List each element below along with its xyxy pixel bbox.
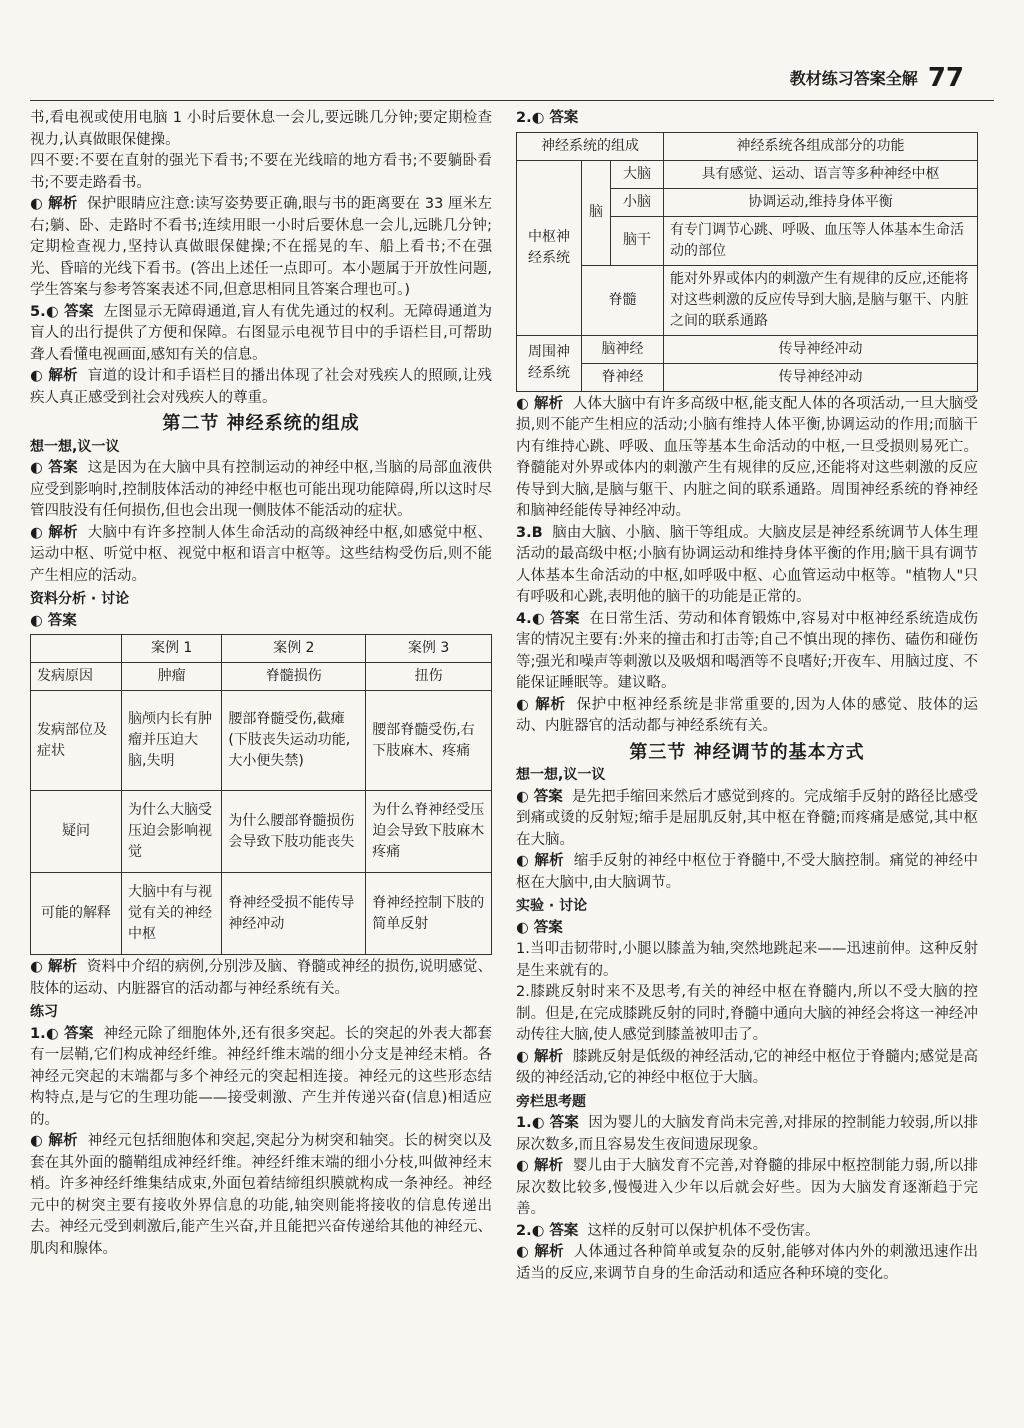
explanation-tag: ◐ 解析 — [516, 1244, 564, 1260]
table-cell: 脑干 — [611, 216, 664, 265]
table-row — [31, 791, 492, 873]
explanation: ◐ 解析 缩手反射的神经中枢位于脊髓中,不受大脑控制。痛觉的神经中枢在大脑中,由大脑调节。 — [516, 853, 979, 891]
table-cell: 中枢神经系统 — [517, 160, 582, 335]
table-cell: 为什么脊神经受压迫会导致下肢麻木疼痛 — [366, 791, 492, 873]
explanation: ◐ 解析 膝跳反射是低级的神经活动,它的神经中枢位于脊髓内;感觉是高级的神经活动,它的神经中枢位于大脑。 — [516, 1048, 979, 1086]
table-cell: 扭伤 — [366, 663, 492, 691]
explanation: ◐ 解析 保护眼睛应注意:读写姿势要正确,眼与书的距离要在 33 厘米左右;躺、卧、走路时不看书;连续用眼一小时后要休息一会儿,远眺几分钟;定期检查视力,坚持认真做眼保健操;不在摇晃的车、船上看书;不在强光、昏暗的光线下看书。(答出上述任一点即可。本小题属于开放性问题,学生答案与参考答案表述不同,但意思相同且答案合理也可。) — [30, 196, 493, 298]
side-question-1-answer: 1.◐ 答案 因为婴儿的大脑发育尚未完善,对排尿的控制能力较弱,所以排尿次数多,而且容易发生夜间遗尿现象。 — [516, 1115, 978, 1153]
table-cell: 腰部脊髓受伤,截瘫(下肢丧失运动功能,大小便失禁) — [222, 691, 366, 791]
list-item: 2.膝跳反射时来不及思考,有关的神经中枢在脊髓内,所以不受大脑的控制。但是,在完成膝跳反射的同时,脊髓中通向大脑的神经会将这一神经冲动传往大脑,使人感觉到膝盖被叩击了。 — [516, 984, 978, 1043]
table-cell: 脊神经受损不能传导神经冲动 — [222, 873, 366, 955]
table-cell: 周围神经系统 — [517, 335, 582, 391]
table-cell: 脊神经 — [582, 363, 664, 391]
explanation-tag: ◐ 解析 — [30, 196, 78, 212]
explanation-tag: ◐ 解析 — [516, 395, 564, 412]
table-header: 案例 3 — [366, 635, 492, 663]
table-cell: 小脑 — [611, 188, 664, 216]
table-cell: 疑问 — [31, 791, 122, 873]
table-cell: 有专门调节心跳、呼吸、血压等人体基本生命活动的部位 — [664, 216, 978, 265]
table-row — [31, 873, 492, 955]
paragraph: 书,看电视或使用电脑 1 小时后要休息一会儿,要远眺几分钟;要定期检查视力,认真做眼保健操。 — [30, 110, 492, 148]
answer-label — [516, 918, 978, 940]
table-row — [517, 363, 978, 391]
table-row — [517, 160, 978, 188]
table-cell: 脑 — [582, 160, 611, 265]
table-cell: 脑颅内长有肿瘤并压迫大脑,失明 — [122, 691, 222, 791]
answer-label — [30, 611, 492, 633]
question-2-label: 2.◐ 答案 — [516, 110, 579, 126]
explanation-tag: ◐ 解析 — [516, 1048, 564, 1065]
paragraph: 四不要:不要在直射的强光下看书;不要在光线暗的地方看书;不要躺卧看书;不要走路看书。 — [30, 153, 492, 191]
answer-tag: ◐ 答案 — [45, 303, 94, 320]
subsection-title: 实验 · 讨论 — [516, 898, 588, 914]
question-4-explanation: ◐ 解析 保护中枢神经系统是非常重要的,因为人体的感觉、肢体的运动、内脏器官的活动都与神经系统有关。 — [516, 696, 979, 734]
subsection-title: 旁栏思考题 — [516, 1093, 586, 1110]
nervous-system-table — [516, 132, 978, 392]
table-row — [517, 335, 978, 363]
table-cell: 传导神经冲动 — [664, 335, 978, 363]
table-cell: 脑神经 — [582, 335, 664, 363]
answer-tag: ◐ 答案 — [45, 1025, 94, 1042]
table-cell: 协调运动,维持身体平衡 — [664, 188, 978, 216]
answer-tag: ◐ 答案 — [30, 612, 77, 629]
table-row — [31, 663, 492, 691]
table-cell: 大脑中有与视觉有关的神经中枢 — [122, 873, 222, 955]
section-title: 第二节 神经系统的组成 — [162, 413, 360, 434]
answer-tag: ◐ 答案 — [531, 1222, 579, 1239]
table-cell: 发病原因 — [31, 663, 122, 691]
answer-tag: ◐ 答案 — [516, 788, 563, 805]
explanation: ◐ 解析 大脑中有许多控制人体生命活动的高级神经中枢,如感觉中枢、运动中枢、听觉中枢、视觉中枢和语言中枢等。这些结构受伤后,则不能产生相应的活动。 — [30, 524, 493, 584]
question-5-answer: 5.◐ 答案 左图显示无障碍通道,盲人有优先通过的权利。无障碍通道为盲人的出行提供了方便和保障。右图显示电视节目中的手语栏目,可帮助聋人看懂电视画面,感知有关的信息。 — [30, 303, 493, 363]
explanation-tag: ◐ 解析 — [516, 1158, 564, 1174]
table-cell: 腰部脊髓受伤,右下肢麻木、疼痛 — [366, 691, 492, 791]
question-5-explanation: ◐ 解析 盲道的设计和手语栏目的播出体现了社会对残疾人的照顾,让残疾人真正感受到社会对残疾人的尊重。 — [30, 368, 493, 406]
table-header: 神经系统各组成部分的功能 — [664, 132, 978, 160]
table-cell: 发病部位及症状 — [31, 691, 122, 791]
question-1-answer: 1.◐ 答案 神经元除了细胞体外,还有很多突起。长的突起的外表大都套有一层鞘,它们构成神经纤维。神经纤维末端的细小分支是神经末梢。各神经元突起的末端都与多个神经元的突起相连接。神经元的这些形态结构特点,是与它的生理功能——接受刺激、产生并传递兴奋(信息)相适应的。 — [30, 1025, 493, 1128]
answer-tag: ◐ 答案 — [30, 460, 78, 476]
question-4-answer: 4.◐ 答案 在日常生活、劳动和体育锻炼中,容易对中枢神经系统造成伤害的情况主要有:外来的撞击和打击等;自己不慎出现的摔伤、磕伤和碰伤等;强光和噪声等刺激以及吸烟和喝酒等不良嗜好;开夜车、用脑过度、不能保证睡眠等。建议略。 — [516, 610, 979, 691]
answer-tag: ◐ 答案 — [531, 610, 580, 627]
explanation-tag: ◐ 解析 — [516, 696, 566, 713]
side-question-1-explanation: ◐ 解析 婴儿由于大脑发育不完善,对脊髓的排尿中枢控制能力弱,所以排尿次数比较多,慢慢进入少年以后就会好些。因为大脑发育逐渐趋于完善。 — [516, 1158, 979, 1217]
section-title: 第三节 神经调节的基本方式 — [629, 741, 865, 763]
table-cell: 脊髓损伤 — [222, 663, 366, 691]
table-cell: 可能的解释 — [31, 873, 122, 955]
answer-tag: ◐ 答案 — [531, 110, 579, 126]
table-cell: 脊神经控制下肢的简单反射 — [366, 873, 492, 955]
subsection-title: 资料分析 · 讨论 — [30, 591, 130, 607]
question-2-explanation: ◐ 解析 人体大脑中有许多高级中枢,能支配人体的各项活动,一旦大脑受损,则不能产生相应的活动;小脑有维持人体平衡,协调运动的作用;而脑干内有维持心跳、呼吸、血压等基本生命活动的中枢,一旦受损则易死亡。脊髓能对外界或体内的刺激产生有规律的反应,还能将对这些刺激的反应传导到大脑,是脑与躯干、内脏之间的联系通路。周围神经系统的脊神经和脑神经能传导神经冲动。 — [516, 395, 979, 519]
table-header: 案例 1 — [122, 635, 222, 663]
right-column — [516, 108, 978, 1285]
answer: ◐ 答案 是先把手缩回来然后才感觉到疼的。完成缩手反射的路径比感受到痛或烫的反射短;缩手是屈肌反射,其中枢在脊髓;而疼痛是感觉,其中枢在大脑。 — [516, 788, 979, 848]
list-item: 1.当叩击韧带时,小腿以膝盖为轴,突然地跳起来——迅速前伸。这种反射是生来就有的。 — [516, 941, 978, 979]
side-question-2-explanation: ◐ 解析 人体通过各种简单或复杂的反射,能够对体内外的刺激迅速作出适当的反应,来调节自身的生命活动和适应各种环境的变化。 — [516, 1244, 979, 1282]
table-header-row — [517, 132, 978, 160]
table-cell: 能对外界或体内的刺激产生有规律的反应,还能将对这些刺激的反应传导到大脑,是脑与躯干、内脏之间的联系通路 — [664, 265, 978, 335]
subsection-title: 练习 — [30, 1004, 58, 1020]
table-header: 神经系统的组成 — [517, 132, 664, 160]
subsection-title: 想一想,议一议 — [516, 767, 606, 783]
header-title: 教材练习答案全解 — [789, 69, 918, 89]
answer-tag: ◐ 答案 — [531, 1115, 579, 1131]
table-cell: 传导神经冲动 — [664, 363, 978, 391]
explanation-tag: ◐ 解析 — [30, 524, 78, 541]
table-cell: 脊髓 — [582, 265, 664, 335]
answer: ◐ 答案 这是因为在大脑中具有控制运动的神经中枢,当脑的局部血液供应受到影响时,控制肢体活动的神经中枢也可能出现功能障碍,所以这时尽管四肢没有任何损伤,但也会出现一侧肢体不能活动的症状。 — [30, 460, 493, 519]
table-header-row — [31, 635, 492, 663]
table-cell: 为什么大脑受压迫会影响视觉 — [122, 791, 222, 873]
table-row — [31, 691, 492, 791]
case-table — [30, 634, 492, 955]
explanation-tag: ◐ 解析 — [30, 368, 78, 384]
table-header: 案例 2 — [222, 635, 366, 663]
page-header — [790, 64, 964, 94]
table-header — [31, 635, 122, 663]
table-cell: 具有感觉、运动、语言等多种神经中枢 — [664, 160, 978, 188]
question-3-answer: 3.B 脑由大脑、小脑、脑干等组成。大脑皮层是神经系统调节人体生理活动的最高级中枢;小脑有协调运动和维持身体平衡的作用;脑干具有调节人体基本生命活动的中枢,如呼吸中枢、心血管运动中枢等。"植物人"只有呼吸和心跳,表明他的脑干的功能是正常的。 — [516, 524, 978, 605]
answer-tag: ◐ 答案 — [516, 919, 563, 936]
page-number: 77 — [927, 63, 964, 94]
explanation-tag: ◐ 解析 — [30, 1133, 78, 1149]
table-cell: 为什么腰部脊髓损伤会导致下肢功能丧失 — [222, 791, 366, 873]
table-cell: 肿瘤 — [122, 663, 222, 691]
side-question-2-answer: 2.◐ 答案 这样的反射可以保护机体不受伤害。 — [516, 1222, 820, 1239]
question-1-explanation: ◐ 解析 神经元包括细胞体和突起,突起分为树突和轴突。长的树突以及套在其外面的髓鞘组成神经纤维。神经纤维末端的细小分枝,叫做神经末梢。许多神经纤维集结成束,外面包着结缔组织膜就构成一条神经。神经元中的树突主要有接收外界信息的功能,轴突则能将接收的信息传递出去。神经元受到刺激后,能产生兴奋,并且能把兴奋传递给其他的神经元、肌肉和腺体。 — [30, 1133, 493, 1257]
explanation: ◐ 解析 资料中介绍的病例,分别涉及脑、脊髓或神经的损伤,说明感觉、肢体的运动、内脏器官的活动都与神经系统有关。 — [30, 959, 493, 997]
explanation-tag: ◐ 解析 — [516, 853, 564, 869]
header-rule — [30, 100, 994, 101]
explanation-tag: ◐ 解析 — [30, 959, 78, 975]
table-row — [517, 265, 978, 335]
subsection-title: 想一想,议一议 — [30, 438, 120, 455]
table-cell: 大脑 — [611, 160, 664, 188]
left-column — [30, 108, 492, 1260]
